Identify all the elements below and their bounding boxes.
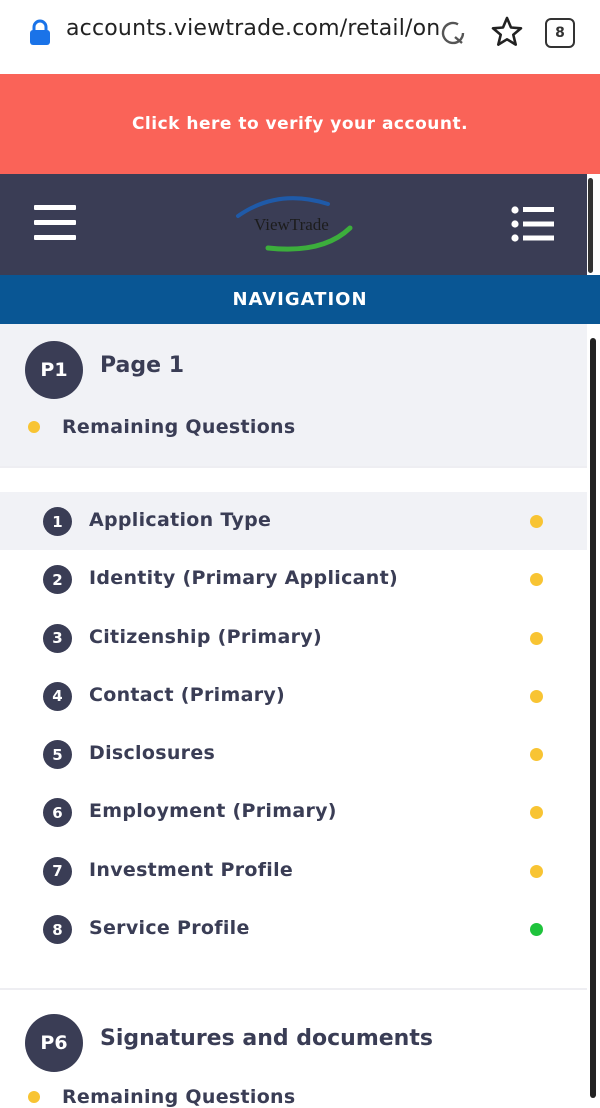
- verify-account-link[interactable]: Click here to verify your account.: [131, 114, 469, 134]
- section-divider: [0, 466, 587, 492]
- lock-icon: [28, 20, 52, 46]
- question-number: 7: [43, 857, 72, 886]
- page-title: Signatures and documents: [100, 1026, 433, 1051]
- question-item-citizenship[interactable]: [0, 609, 587, 667]
- page-badge: P6: [25, 1014, 83, 1072]
- question-item-service-profile[interactable]: [0, 900, 587, 958]
- browser-url-bar: [0, 0, 600, 74]
- question-item-application-type[interactable]: [0, 492, 587, 550]
- question-label: Investment Profile: [89, 858, 294, 881]
- question-number: 5: [43, 740, 72, 769]
- status-dot-icon: [530, 806, 543, 819]
- status-dot-icon: [530, 690, 543, 703]
- question-item-investment-profile[interactable]: [0, 842, 587, 900]
- status-dot-icon: [28, 421, 40, 433]
- header-scrollbar[interactable]: [588, 178, 593, 273]
- question-item-disclosures[interactable]: [0, 725, 587, 783]
- question-label: Employment (Primary): [89, 800, 337, 823]
- question-item-identity[interactable]: [0, 550, 587, 608]
- tab-switcher-button[interactable]: 8: [545, 18, 575, 48]
- question-number: 1: [43, 507, 72, 536]
- question-number: 8: [43, 915, 72, 944]
- content-scrollbar[interactable]: [590, 338, 596, 1098]
- page-status-text: Remaining Questions: [62, 416, 296, 438]
- question-number: 3: [43, 624, 72, 653]
- status-dot-icon: [530, 865, 543, 878]
- navigation-title: NAVIGATION: [232, 289, 368, 310]
- page-card-p6[interactable]: [0, 988, 587, 1108]
- question-label: Citizenship (Primary): [89, 625, 322, 648]
- question-label: Disclosures: [89, 742, 216, 765]
- status-dot-icon: [28, 1091, 40, 1103]
- page-status-text: Remaining Questions: [62, 1086, 296, 1108]
- viewtrade-logo[interactable]: [228, 190, 358, 256]
- status-dot-icon: [530, 515, 543, 528]
- question-number: 6: [43, 798, 72, 827]
- question-label: Application Type: [89, 509, 272, 531]
- verify-account-banner[interactable]: [0, 74, 600, 174]
- question-list: [0, 492, 587, 958]
- status-dot-icon: [530, 632, 543, 645]
- question-number: 2: [43, 565, 72, 594]
- page-badge: P1: [25, 341, 83, 399]
- question-label: Contact (Primary): [89, 683, 286, 706]
- question-label: Service Profile: [89, 917, 250, 940]
- status-dot-icon: [530, 573, 543, 586]
- page-card-p1[interactable]: [0, 324, 587, 466]
- question-label: Identity (Primary Applicant): [89, 567, 398, 590]
- navigation-header: [0, 275, 600, 324]
- logo-text: ViewTrade: [254, 215, 329, 234]
- status-dot-icon: [530, 923, 543, 936]
- page-status: [28, 416, 296, 438]
- page-status: [28, 1086, 296, 1108]
- question-item-contact[interactable]: [0, 667, 587, 725]
- question-number: 4: [43, 682, 72, 711]
- bookmark-star-icon[interactable]: [490, 15, 524, 49]
- url-field[interactable]: accounts.viewtrade.com/retail/on: [66, 16, 441, 41]
- question-item-employment[interactable]: [0, 783, 587, 841]
- reload-icon[interactable]: [438, 18, 468, 48]
- hamburger-menu-icon[interactable]: [34, 205, 76, 241]
- status-dot-icon: [530, 748, 543, 761]
- page-title: Page 1: [100, 353, 185, 378]
- list-menu-icon[interactable]: [511, 206, 554, 242]
